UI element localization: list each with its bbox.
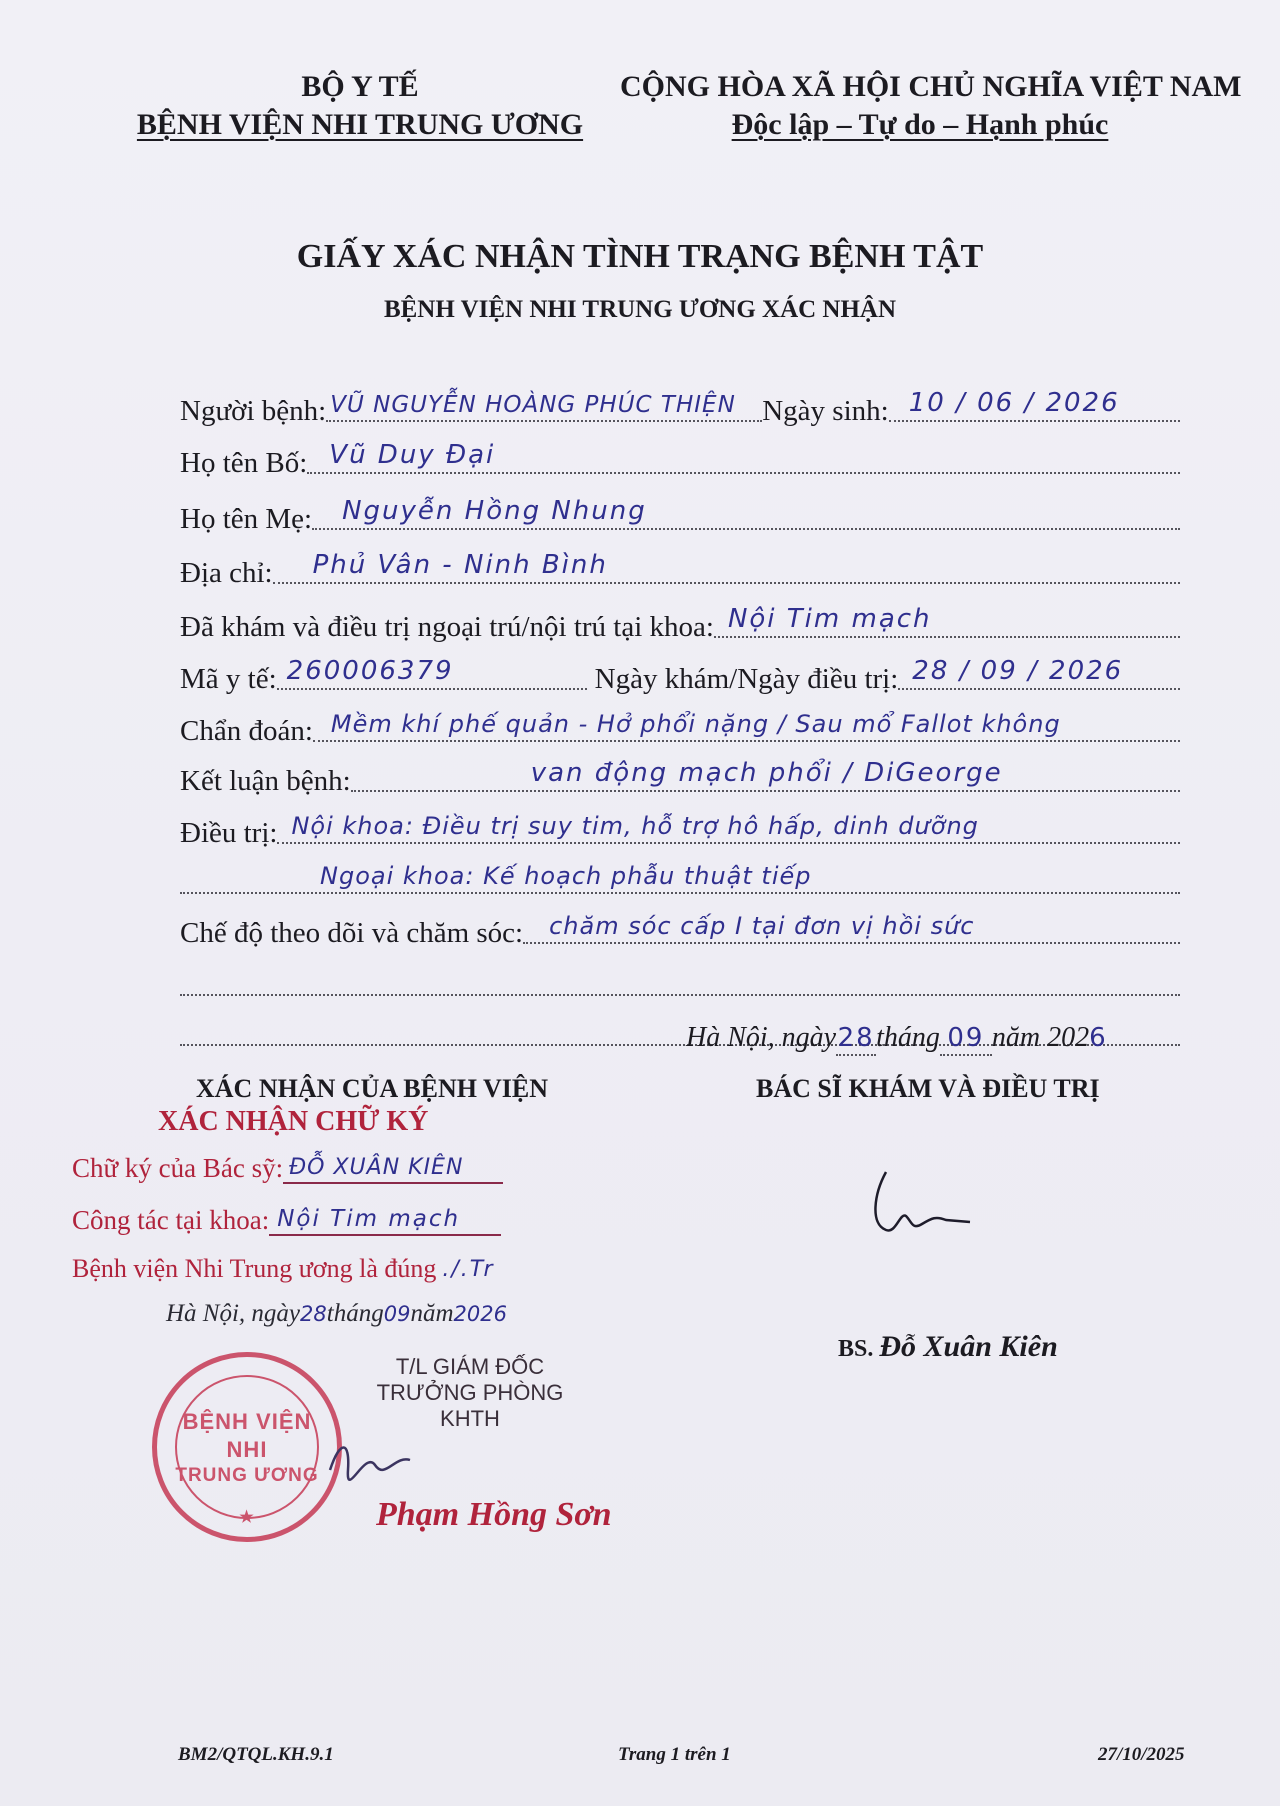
work-dept-field <box>269 1202 501 1236</box>
confirmation-statement-value: ./.Tr <box>442 1257 495 1282</box>
diagnosis-label: Chẩn đoán: <box>180 715 313 747</box>
republic-name: CỘNG HÒA XÃ HỘI CHỦ NGHĨA VIỆT NAM <box>620 70 1242 103</box>
treatment-value-1: Nội khoa: Điều trị suy tim, hỗ trợ hô hấp, dinh dưỡng <box>291 812 979 840</box>
hospital-name-text: BỆNH VIỆN NHI TRUNG ƯƠNG <box>136 108 584 141</box>
doctor-heading: BÁC SĨ KHÁM VÀ ĐIỀU TRỊ <box>756 1074 1100 1103</box>
stamp-line-2: NHI <box>226 1437 268 1462</box>
doctor-signature-field <box>283 1150 503 1184</box>
issue-date-month-label: tháng <box>876 1022 940 1053</box>
address-value: Phủ Vân - Ninh Bình <box>312 550 608 580</box>
dob-field <box>889 384 1180 422</box>
conclusion-row <box>180 754 1180 798</box>
father-row <box>180 436 1180 480</box>
director-signature <box>320 1430 420 1490</box>
issue-date-day-field <box>836 1022 876 1056</box>
document-title: GIẤY XÁC NHẬN TÌNH TRẠNG BỆNH TẬT <box>296 238 984 275</box>
father-field <box>307 436 1180 474</box>
page-number: Trang 1 trên 1 <box>618 1744 731 1765</box>
care-value: chăm sóc cấp I tại đơn vị hồi sức <box>549 912 975 940</box>
work-dept-label: Công tác tại khoa: <box>72 1205 270 1235</box>
doctor-prefix: BS. <box>838 1336 874 1362</box>
national-motto-text: Độc lập – Tự do – Hạnh phúc <box>731 108 1109 141</box>
diagnosis-row <box>180 704 1180 748</box>
mother-value: Nguyễn Hồng Nhung <box>342 496 647 526</box>
confirmation-statement <box>72 1252 506 1284</box>
hospital-name <box>130 108 590 142</box>
department-value: Nội Tim mạch <box>727 604 932 634</box>
care-row <box>180 906 1180 950</box>
doctor-signature-row <box>72 1150 503 1184</box>
national-motto <box>620 108 1220 142</box>
issue-date-month-field <box>940 1022 992 1056</box>
director-name: Phạm Hồng Sơn <box>376 1496 612 1533</box>
patient-value: VŨ NGUYỄN HOÀNG PHÚC THIỆN <box>330 392 736 418</box>
address-field <box>273 546 1180 584</box>
address-row <box>180 546 1180 590</box>
issue-date-month: 09 <box>947 1023 985 1053</box>
issue-date-year-suffix: 6 <box>1089 1023 1108 1053</box>
ministry-name: BỘ Y TẾ <box>301 70 419 103</box>
stamp-line-3: TRUNG ƯƠNG <box>175 1465 319 1486</box>
dob-label: Ngày sinh: <box>762 395 889 427</box>
doctor-signature-mark <box>846 1164 986 1244</box>
stamp-star-icon: ★ <box>239 1509 255 1526</box>
doctor-signature-value: ĐỖ XUÂN KIÊN <box>289 1155 464 1180</box>
treatment-field <box>277 806 1180 844</box>
treatment-field-2 <box>180 856 1180 894</box>
work-dept-row <box>72 1202 501 1236</box>
exam-date-field <box>898 652 1180 690</box>
exam-date-value: 28 / 09 / 2026 <box>912 656 1124 686</box>
form-date: 27/10/2025 <box>1098 1744 1185 1765</box>
work-dept-value: Nội Tim mạch <box>277 1206 461 1232</box>
treatment-row <box>180 806 1180 850</box>
diagnosis-field <box>313 704 1180 742</box>
medical-id-value: 260006379 <box>286 656 454 686</box>
left-date-month: 09 <box>383 1302 411 1326</box>
stamp-line-1: BỆNH VIỆN <box>182 1409 312 1434</box>
care-label: Chế độ theo dõi và chăm sóc: <box>180 917 524 949</box>
left-date-day: 28 <box>300 1302 327 1326</box>
document-subtitle: BỆNH VIỆN NHI TRUNG ƯƠNG XÁC NHẬN <box>383 296 897 323</box>
medical-id-field <box>277 652 587 690</box>
form-code: BM2/QTQL.KH.9.1 <box>178 1744 334 1765</box>
issue-date <box>686 1022 1108 1056</box>
blank-row-1 <box>180 958 1180 1002</box>
blank-line-1 <box>180 958 1180 996</box>
diagnosis-value: Mềm khí phế quản - Hở phổi nặng / Sau mổ Fallot không <box>330 710 1061 738</box>
mother-field <box>312 492 1180 530</box>
care-field <box>523 906 1180 944</box>
department-label: Đã khám và điều trị ngoại trú/nội trú tại khoa: <box>180 611 714 643</box>
department-field <box>714 600 1180 638</box>
conclusion-field <box>351 754 1180 792</box>
left-date-year-label: năm <box>410 1300 454 1327</box>
director-title-line-1: T/L GIÁM ĐỐC <box>395 1354 545 1379</box>
issue-date-day: 28 <box>837 1023 875 1053</box>
treatment-value-2: Ngoại khoa: Kế hoạch phẫu thuật tiếp <box>320 862 812 890</box>
left-date-month-label: tháng <box>326 1300 384 1327</box>
treatment-label: Điều trị: <box>180 817 278 849</box>
issue-date-prefix: Hà Nội, ngày <box>686 1022 837 1053</box>
hospital-confirmation-heading: XÁC NHẬN CỦA BỆNH VIỆN <box>196 1074 549 1103</box>
issue-date-year-label: năm 202 <box>991 1022 1090 1053</box>
department-row <box>180 600 1180 644</box>
treatment-row-2 <box>180 856 1180 900</box>
father-value: Vũ Duy Đại <box>329 440 496 470</box>
confirmation-statement-label: Bệnh viện Nhi Trung ương là đúng <box>72 1254 437 1283</box>
patient-row <box>180 384 1180 428</box>
conclusion-value: van động mạch phổi / DiGeorge <box>530 758 1003 788</box>
conclusion-label: Kết luận bệnh: <box>180 765 351 797</box>
dob-value: 10 / 06 / 2026 <box>908 388 1120 418</box>
father-label: Họ tên Bố: <box>180 447 308 479</box>
director-title <box>350 1354 590 1432</box>
hospital-stamp <box>152 1352 342 1542</box>
patient-label: Người bệnh: <box>180 395 327 427</box>
mother-row <box>180 492 1180 536</box>
exam-date-label: Ngày khám/Ngày điều trị: <box>594 663 899 695</box>
mother-label: Họ tên Mẹ: <box>180 503 313 535</box>
left-date-prefix: Hà Nội, ngày <box>166 1300 301 1327</box>
doctor-name-line <box>838 1330 1058 1364</box>
signature-confirmation-heading: XÁC NHẬN CHỮ KÝ <box>158 1106 429 1137</box>
doctor-name: Đỗ Xuân Kiên <box>879 1330 1058 1363</box>
address-label: Địa chỉ: <box>180 557 273 589</box>
director-title-line-2: TRƯỞNG PHÒNG KHTH <box>376 1380 564 1431</box>
confirmation-statement-field <box>436 1252 506 1284</box>
medical-id-label: Mã y tế: <box>180 663 277 695</box>
medical-id-row <box>180 652 1180 696</box>
doctor-signature-label: Chữ ký của Bác sỹ: <box>72 1153 284 1183</box>
left-date-year: 2026 <box>453 1302 507 1326</box>
patient-field <box>326 384 762 422</box>
left-date-line <box>166 1300 507 1328</box>
